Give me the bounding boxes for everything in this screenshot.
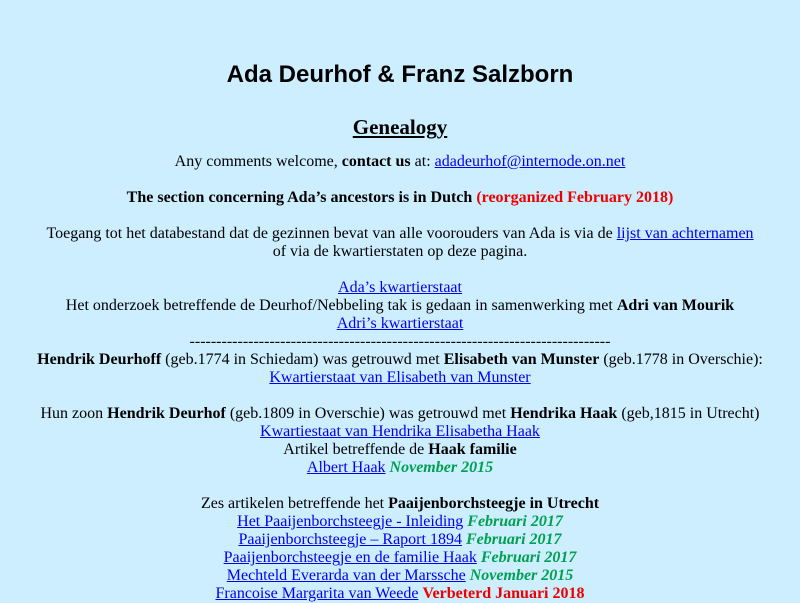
email-link[interactable]: adadeurhof@internode.on.net — [434, 153, 626, 170]
hendrik1-spouse: Elisabeth van Munster — [443, 351, 600, 368]
elisabeth-kwartierstaat-link[interactable]: Kwartierstaat van Elisabeth van Munster — [269, 369, 531, 386]
list-item — [0, 549, 800, 567]
hendrik1-end: (geb.1778 in Overschie): — [603, 351, 763, 368]
list-item — [0, 585, 800, 603]
hendrik1-line — [0, 351, 800, 369]
comments-mid: at: — [414, 153, 431, 170]
ada-kwartierstaat-link[interactable]: Ada’s kwartierstaat — [338, 279, 462, 296]
research-partner: Adri van Mourik — [616, 297, 735, 314]
paaijen-article-date-5: Verbeterd Januari 2018 — [422, 585, 585, 602]
dash-divider: ------------------------------------------------------------------------------- — [189, 333, 611, 350]
albert-haak-line — [0, 459, 800, 477]
paaijen-article-link-4[interactable]: Mechteld Everarda van der Marssche — [226, 567, 466, 584]
research-text: Het onderzoek betreffende de Deurhof/Nebbeling tak is gedaan in samenwerking met — [65, 297, 613, 314]
hendrik2-prefix: Hun zoon — [40, 405, 104, 422]
paaijen-article-date-1: Februari 2017 — [467, 513, 563, 530]
research-line — [0, 297, 800, 315]
access-line2: of via de kwartierstaten op deze pagina. — [272, 243, 528, 260]
hendrik1-mid: (geb.1774 in Schiedam) was getrouwd met — [165, 351, 440, 368]
paaijen-article-link-1[interactable]: Het Paaijenborchsteegje - Inleiding — [237, 513, 464, 530]
paaijen-article-date-2: Februari 2017 — [465, 531, 562, 548]
hendrik2-name: Hendrik Deurhof — [107, 405, 226, 422]
list-item — [0, 513, 800, 531]
paaijen-article-link-3[interactable]: Paaijenborchsteegje en de familie Haak — [223, 549, 477, 566]
page-title: Ada Deurhof & Franz Salzborn — [226, 61, 574, 88]
comments-prefix: Any comments welcome, — [174, 153, 338, 170]
reorganized-note: (reorganized February 2018) — [476, 189, 674, 206]
adri-kwartierstaat-link[interactable]: Adri’s kwartierstaat — [336, 315, 464, 332]
contact-us-label: contact us — [341, 153, 411, 170]
haak-article-line — [0, 441, 800, 459]
paaijen-article-date-4: November 2015 — [469, 567, 574, 584]
paaijen-article-link-5[interactable]: Francoise Margarita van Weede — [215, 585, 419, 602]
hendrik2-line — [0, 405, 800, 423]
paaijen-prefix: Zes artikelen betreffende het — [200, 495, 385, 512]
section-notice — [0, 189, 800, 207]
section-notice-text: The section concerning Ada’s ancestors is in Dutch — [126, 189, 473, 206]
paaijen-bold: Paaijenborchsteegje in Utrecht — [388, 495, 600, 512]
page-subtitle: Genealogy — [352, 115, 448, 139]
paaijen-article-link-2[interactable]: Paaijenborchsteegje – Raport 1894 — [238, 531, 462, 548]
hendrik2-spouse: Hendrika Haak — [510, 405, 618, 422]
comments-line — [0, 153, 800, 171]
hendrika-link-line — [0, 423, 800, 441]
haak-article-prefix: Artikel betreffende de — [283, 441, 425, 458]
hendrik1-link-line — [0, 369, 800, 387]
ada-kwartierstaat-line — [0, 279, 800, 297]
hendrik2-end: (geb,1815 in Utrecht) — [621, 405, 760, 422]
paaijen-article-date-3: Februari 2017 — [480, 549, 577, 566]
list-item — [0, 531, 800, 549]
access-paragraph — [0, 225, 800, 261]
adri-kwartierstaat-line — [0, 315, 800, 333]
list-item — [0, 567, 800, 585]
surname-list-link[interactable]: lijst van achternamen — [616, 225, 754, 242]
hendrik1-name: Hendrik Deurhoff — [37, 351, 162, 368]
haak-article-bold: Haak familie — [428, 441, 517, 458]
albert-haak-date: November 2015 — [389, 459, 494, 476]
paaijen-intro-line — [0, 495, 800, 513]
albert-haak-link[interactable]: Albert Haak — [306, 459, 386, 476]
hendrika-kwartierstaat-link[interactable]: Kwartiestaat van Hendrika Elisabetha Haak — [260, 423, 540, 440]
access-text: Toegang tot het databestand dat de gezinnen bevat van alle voorouders van Ada is via de — [46, 225, 613, 242]
hendrik2-mid: (geb.1809 in Overschie) was getrouwd met — [229, 405, 507, 422]
